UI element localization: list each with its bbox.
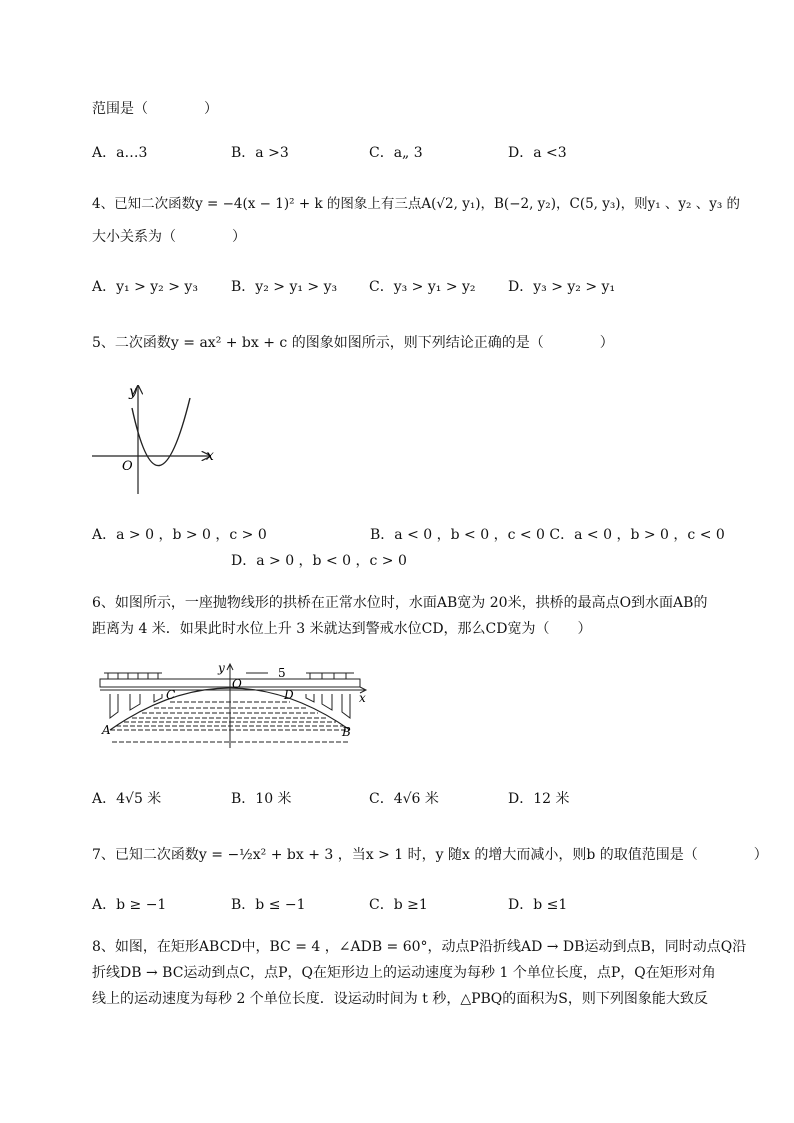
- q4-stem-line1: 4、已知二次函数y = −4(x − 1)² + k 的图象上有三点A(√2, y₁)，B(−2, y₂)，C(5, y₃)，则y₁ 、y₂ 、y₃ 的: [92, 196, 741, 212]
- q6-option-a[interactable]: A．4√5 米: [92, 791, 162, 807]
- q4-option-d[interactable]: D．y₃ > y₂ > y₁: [508, 279, 616, 295]
- q6-railing-posts: [104, 673, 354, 679]
- q4-option-a[interactable]: A．y₁ > y₂ > y₃: [92, 279, 198, 295]
- q4-option-c[interactable]: C．y₃ > y₁ > y₂: [369, 279, 476, 295]
- q7-option-b[interactable]: B．b ≤ −1: [231, 897, 306, 913]
- q6-label-b: B: [342, 725, 351, 739]
- q6-label-a: A: [102, 723, 111, 737]
- q6-label-x: x: [359, 691, 366, 705]
- q6-stem-line2: 距离为 4 米．如果此时水位上升 3 米就达到警戒水位CD，那么CD宽为（ ）: [92, 621, 592, 637]
- q5-x-label: x: [206, 448, 214, 464]
- q3-option-d[interactable]: D．a <3: [508, 145, 567, 161]
- q5-y-label: y: [129, 384, 137, 400]
- q5-parabola-graph: [92, 380, 222, 500]
- q6-option-d[interactable]: D．12 米: [508, 791, 570, 807]
- q7-option-a[interactable]: A．b ≥ −1: [92, 897, 167, 913]
- q3-options: [92, 142, 732, 162]
- q6-bridge-figure: [96, 660, 376, 750]
- q5-stem: 5、二次函数y = ax² + bx + c 的图象如图所示，则下列结论正确的是（ ）: [92, 335, 614, 351]
- q7-options: [92, 894, 732, 914]
- q6-option-b[interactable]: B．10 米: [231, 791, 292, 807]
- q3-option-b[interactable]: B．a >3: [231, 145, 289, 161]
- q5-option-d[interactable]: D．a > 0 ，b < 0 ，c > 0: [231, 553, 407, 569]
- q7-stem: 7、已知二次函数y = −½x² + bx + 3 ，当x > 1 时，y 随x 的增大而减小，则b 的取值范围是（ ）: [92, 847, 768, 863]
- q5-origin-label: O: [122, 459, 133, 474]
- q5-options-line1-a[interactable]: A．a > 0 ，b > 0 ，c > 0: [92, 527, 267, 543]
- q8-line2: 折线DB → BC运动到点C，点P，Q在矩形边上的运动速度为每秒 1 个单位长度，点P，Q在矩形对角: [92, 965, 716, 981]
- q6-option-c[interactable]: C．4√6 米: [369, 791, 439, 807]
- q5-options-line1-bc[interactable]: B．a < 0 ，b < 0 ，c < 0 C．a < 0 ，b > 0 ，c < 0: [370, 527, 725, 543]
- q6-stem-line1: 6、如图所示，一座抛物线形的拱桥在正常水位时，水面AB宽为 20米，拱桥的最高点O到水面AB的: [92, 595, 708, 611]
- q3-option-c[interactable]: C．a„ 3: [369, 145, 423, 161]
- q4-options: [92, 276, 732, 296]
- q7-option-c[interactable]: C．b ≥1: [369, 897, 428, 913]
- q8-line1: 8、如图，在矩形ABCD中，BC = 4 ，∠ADB = 60°，动点P沿折线AD → DB运动到点B，同时动点Q沿: [92, 939, 747, 955]
- q3-stem-tail: 范围是（ ）: [92, 101, 218, 117]
- q8-line3: 线上的运动速度为每秒 2 个单位长度．设运动时间为 t 秒，△PBQ的面积为S，则下列图象能大致反: [92, 991, 708, 1007]
- q7-option-d[interactable]: D．b ≤1: [508, 897, 568, 913]
- q6-label-mark: 5: [278, 666, 286, 680]
- q6-options: [92, 788, 732, 808]
- q6-label-y: y: [218, 661, 225, 675]
- q6-label-o: O: [232, 677, 242, 691]
- q6-label-c: C: [166, 688, 176, 702]
- q6-label-d: D: [284, 688, 294, 702]
- q4-option-b[interactable]: B．y₂ > y₁ > y₃: [231, 279, 338, 295]
- q3-option-a[interactable]: A．a…3: [92, 145, 148, 161]
- q4-stem-line2: 大小关系为（ ）: [92, 229, 246, 245]
